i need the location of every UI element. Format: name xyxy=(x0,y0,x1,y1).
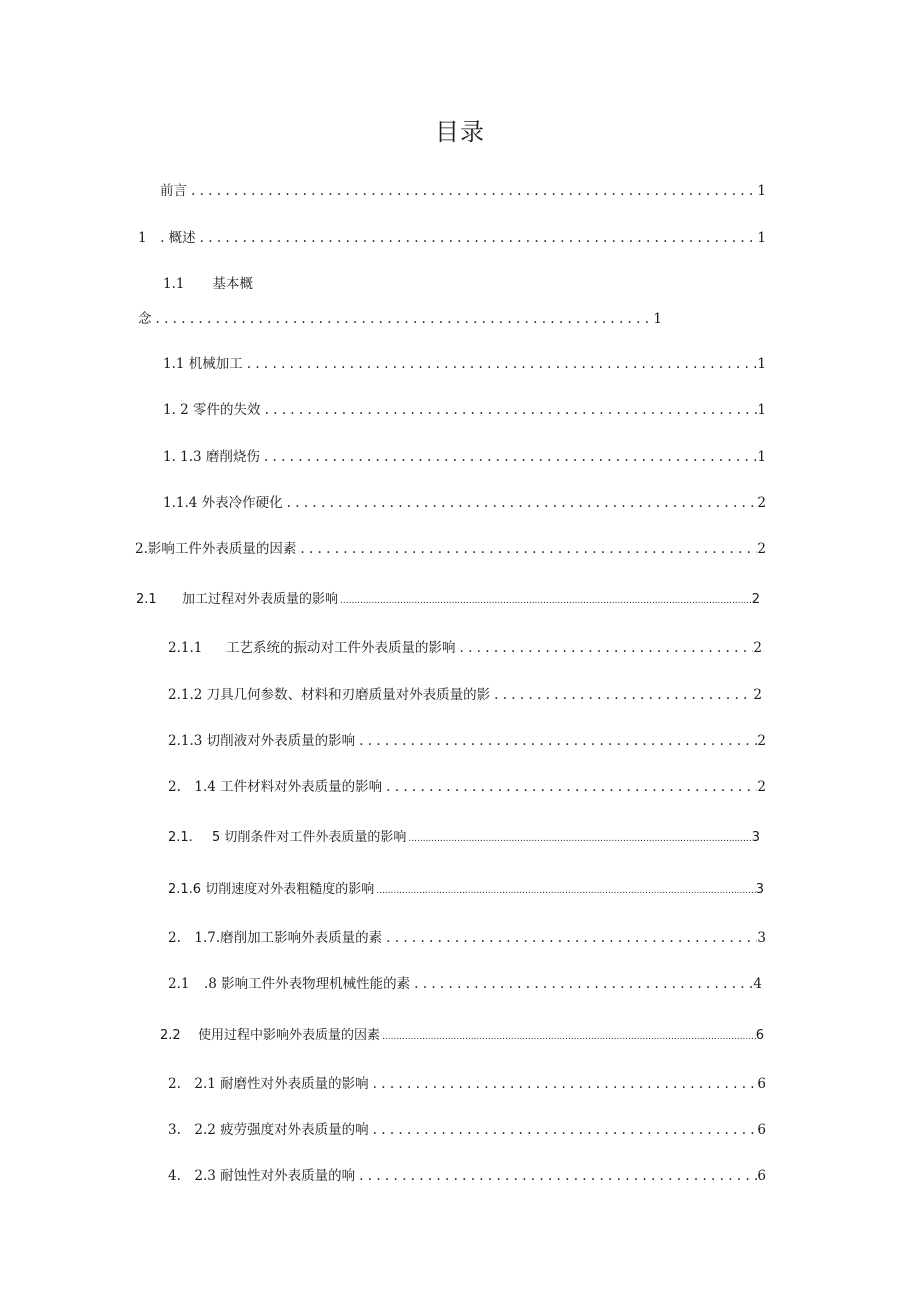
toc-entry-label: 5 切削条件对工件外表质量的影响 xyxy=(212,830,407,845)
toc-entry-label: 4. 2.3 耐蚀性对外表质量的响 xyxy=(168,1168,356,1184)
toc-entry-label: 1.1.4 外表冷作硬化 xyxy=(163,495,283,511)
toc-entry-label: 1. 1.3 磨削烧伤 xyxy=(163,449,260,465)
toc-entry[interactable] xyxy=(168,881,764,899)
toc-leader-dots xyxy=(380,1027,756,1045)
toc-entry-number: 2.1 xyxy=(136,592,157,607)
toc-entry-basic-concept-line2[interactable] xyxy=(138,310,662,328)
toc-entry[interactable] xyxy=(168,686,762,704)
toc-entry-page: 2 xyxy=(757,779,766,795)
toc-entry-label: 前言 xyxy=(160,183,187,199)
toc-entry[interactable] xyxy=(163,401,766,419)
toc-entry[interactable] xyxy=(168,975,762,993)
toc-leader-dots xyxy=(187,182,757,200)
toc-leader-dots xyxy=(382,929,757,947)
toc-entry-label: 3. 2.2 疲劳强度对外表质量的响 xyxy=(168,1122,369,1138)
toc-entry-page: 2 xyxy=(757,495,766,511)
toc-entry-page: 1 xyxy=(653,311,662,327)
toc-entry-page: 2 xyxy=(757,733,766,749)
toc-entry[interactable] xyxy=(163,494,766,512)
toc-leader-dots xyxy=(243,355,758,373)
toc-entry-number: 1.1 xyxy=(163,276,185,292)
toc-entry[interactable] xyxy=(168,829,760,847)
toc-leader-dots xyxy=(355,1167,757,1185)
toc-entry[interactable] xyxy=(168,929,766,947)
toc-entry-label: 使用过程中影响外表质量的因素 xyxy=(198,1028,381,1043)
toc-entry-page: 6 xyxy=(757,1076,766,1092)
toc-leader-dots xyxy=(369,1075,758,1093)
toc-entry-page: 3 xyxy=(751,830,760,845)
toc-entry-page: 1 xyxy=(757,230,766,246)
toc-entry-preface[interactable] xyxy=(160,182,766,200)
toc-entry-page: 1 xyxy=(757,356,766,372)
toc-leader-dots xyxy=(369,1121,758,1139)
toc-leader-dots xyxy=(196,229,758,247)
toc-entry-overview[interactable] xyxy=(138,229,766,247)
toc-entry[interactable] xyxy=(163,355,766,373)
toc-entry-page: 2 xyxy=(751,592,760,607)
toc-entry-number: 2.1.1 xyxy=(168,640,203,656)
toc-entry-basic-concept-line1[interactable] xyxy=(163,275,253,293)
toc-entry-page: 3 xyxy=(755,882,764,897)
toc-entry-label: 2. 2.1 耐磨性对外表质量的影响 xyxy=(168,1076,369,1092)
toc-title: 目录 xyxy=(435,118,485,146)
toc-entry-label: 2.1.6 切削速度对外表粗糙度的影响 xyxy=(168,882,375,897)
toc-leader-dots xyxy=(406,829,751,847)
toc-leader-dots xyxy=(374,881,756,899)
toc-entry[interactable] xyxy=(163,448,766,466)
toc-entry-label: 1. 2 零件的失效 xyxy=(163,402,261,418)
toc-leader-dots xyxy=(382,778,757,796)
toc-entry-label: 工艺系统的振动对工件外表质量的影响 xyxy=(226,640,456,656)
toc-entry-page: 1 xyxy=(757,449,766,465)
toc-entry-section-2-2[interactable] xyxy=(160,1027,764,1045)
toc-leader-dots xyxy=(338,591,752,609)
toc-entry[interactable] xyxy=(168,732,766,750)
toc-entry[interactable] xyxy=(168,1167,766,1185)
toc-leader-dots xyxy=(355,732,757,750)
toc-entry-page: 6 xyxy=(757,1122,766,1138)
toc-entry-page: 2 xyxy=(757,541,766,557)
toc-entry-number: 2.1 xyxy=(168,976,190,992)
toc-entry-label: 2.1.2 刀具几何参数、材料和刃磨质量对外表质量的影 xyxy=(168,687,491,703)
toc-entry-label: 基本概 xyxy=(212,276,253,292)
toc-entry[interactable] xyxy=(168,639,762,657)
toc-entry[interactable] xyxy=(168,1121,766,1139)
toc-entry-section-2-1[interactable] xyxy=(136,591,760,609)
toc-entry-number: 2.1. xyxy=(168,830,193,845)
toc-entry-label: 念 xyxy=(138,311,152,327)
toc-entry-label: 2. 1.7.磨削加工影响外表质量的素 xyxy=(168,930,383,946)
toc-entry-label: .8 影响工件外表物理机械性能的素 xyxy=(204,976,411,992)
toc-leader-dots xyxy=(261,401,758,419)
toc-entry-chapter-2[interactable] xyxy=(135,540,766,558)
toc-entry-label: 加工过程对外表质量的影响 xyxy=(182,592,339,607)
toc-entry-label: 2. 1.4 工件材料对外表质量的影响 xyxy=(168,779,383,795)
toc-entry-page: 2 xyxy=(753,687,762,703)
toc-entry-page: 6 xyxy=(755,1028,764,1043)
toc-leader-dots xyxy=(152,310,654,328)
toc-entry-page: 1 xyxy=(757,402,766,418)
toc-entry-label: 2.1.3 切削液对外表质量的影响 xyxy=(168,733,356,749)
toc-entry-page: 1 xyxy=(757,183,766,199)
toc-entry-page: 3 xyxy=(757,930,766,946)
toc-entry-page: 6 xyxy=(757,1168,766,1184)
toc-entry-page: 2 xyxy=(753,640,762,656)
toc-entry-label: 1 . 概述 xyxy=(138,230,196,246)
toc-entry-number: 2.2 xyxy=(160,1028,181,1043)
toc-leader-dots xyxy=(296,540,757,558)
toc-leader-dots xyxy=(260,448,757,466)
toc-leader-dots xyxy=(283,494,758,512)
toc-entry-label: 1.1 机械加工 xyxy=(163,356,243,372)
toc-entry[interactable] xyxy=(168,778,766,796)
toc-entry-label: 2.影响工件外表质量的因素 xyxy=(135,541,297,557)
toc-entry[interactable] xyxy=(168,1075,766,1093)
toc-entry-page: 4 xyxy=(753,976,762,992)
toc-leader-dots xyxy=(456,639,754,657)
toc-leader-dots xyxy=(410,975,753,993)
toc-leader-dots xyxy=(490,686,753,704)
